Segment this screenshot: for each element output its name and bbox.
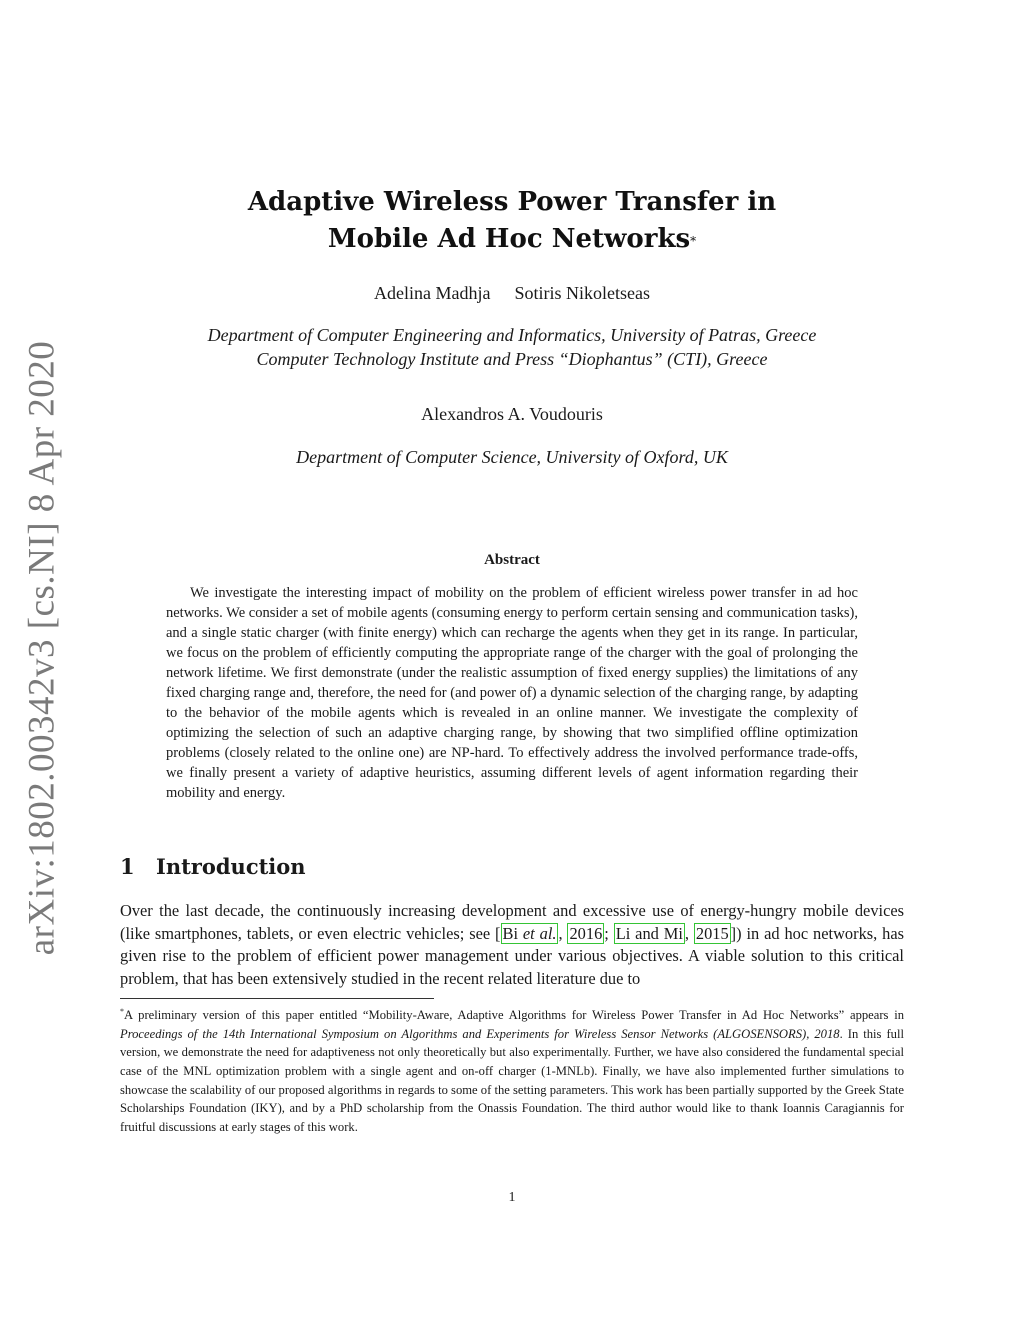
abstract-heading: Abstract <box>484 552 540 568</box>
citation-separator-2: ; <box>604 923 614 943</box>
affiliation-oxford: Department of Computer Science, University of Oxford, UK <box>296 447 728 467</box>
title-line-1: Adaptive Wireless Power Transfer in <box>247 187 777 217</box>
intro-text-after-citation: ]) in ad hoc networks, has given rise to the problem of efficient power management under various objectives. A viable solution to this critical problem, that has been extensively studied in the recent related literature due to <box>120 923 904 989</box>
citation-author-bi: Bi <box>502 923 523 943</box>
author-madhja: Adelina Madhja <box>374 283 491 303</box>
intro-text-before-citation: Over the last decade, the continuously increasing development and excessive use of energy-hungry mobile devices (like smartphones, tablets, or even electric vehicles; see [ <box>120 901 904 943</box>
footnote-divider <box>120 998 434 999</box>
introduction-paragraph <box>120 900 904 991</box>
title-footnote-mark: * <box>690 234 697 248</box>
abstract-text: We investigate the interesting impact of mobility on the problem of efficient wireless power transfer in ad hoc networks. We consider a set of mobile agents (consuming energy to perform certain sensing and communication tasks), and a single static charger (with finite energy) which can recharge the agents when they get in its range. In particular, we focus on the problem of efficiently computing the appropriate range of the charger with the goal of prolonging the network lifetime. We first demonstrate (under the realistic assumption of fixed energy supplies) the limitations of any fixed charging range and, therefore, the need for (and power of) a dynamic selection of the charging range, by adapting to the behavior of the mobile agents which is revealed in an online manner. We investigate the complexity of optimizing the selection of such an adaptive charging range, by showing that two simplified offline optimization problems (closely related to the online one) are NP-hard. To effectively address the involved performance trade-offs, we finally present a variety of adaptive heuristics, assuming different levels of agent information regarding their mobility and energy. <box>166 585 858 801</box>
section-title: Introduction <box>156 854 306 879</box>
affiliation-patras-line-1: Department of Computer Engineering and Informatics, University of Patras, Greece <box>207 325 817 345</box>
author-voudouris: Alexandros A. Voudouris <box>421 404 603 424</box>
section-number: 1 <box>120 854 135 879</box>
citation-separator-1: , <box>558 923 568 943</box>
affiliation-patras <box>0 323 1024 371</box>
page-number: 1 <box>508 1190 516 1205</box>
citation-link-li-mi[interactable]: Li and Mi <box>615 923 683 943</box>
author-list-1 <box>0 283 1024 304</box>
footnote-mark: * <box>120 1007 124 1016</box>
citation-et-al: et al. <box>522 923 557 943</box>
footnote-text-part-2: . In this full version, we demonstrate the need for adaptiveness not only theoretically but also experimentally. Further, we have also considered the fundamental special case of the MNL optimization problem with a single agent and on-off charger (1-MNLb). Finally, we have also implemented further simulations to showcase the scalability of our proposed algorithms in regards to some of the setting parameters. This work has been partially supported by the Greek State Scholarships Foundation (IKY), and by a PhD scholarship from the Onassis Foundation. The third author would like to thank Ioannis Caragiannis for fruitful discussions at early stages of this work. <box>120 1026 904 1134</box>
citation-link-bi-2016[interactable] <box>501 923 559 944</box>
affiliation-patras-line-2: Computer Technology Institute and Press “Diophantus” (CTI), Greece <box>256 349 768 369</box>
section-heading-introduction <box>120 854 306 879</box>
citation-separator-3: , <box>684 923 694 943</box>
arxiv-identifier-stamp: arXiv:1802.00342v3 [cs.NI] 8 Apr 2020 <box>21 340 63 956</box>
citation-year-link-2016[interactable]: 2016 <box>569 923 603 943</box>
author-nikoletseas: Sotiris Nikoletseas <box>514 283 650 303</box>
footnote-venue: Proceedings of the 14th International Symposium on Algorithms and Experiments for Wireless Sensor Networks (ALGOSENSORS), 2018 <box>120 1026 840 1041</box>
footnote <box>120 1003 904 1136</box>
footnote-text-part-1: A preliminary version of this paper entitled “Mobility-Aware, Adaptive Algorithms for Wireless Power Transfer in Ad Hoc Networks” appears in <box>124 1008 904 1023</box>
citation-year-link-2015[interactable]: 2015 <box>695 923 729 943</box>
paper-title <box>0 184 1024 258</box>
title-line-2 <box>0 221 1024 258</box>
title-line-2-text: Mobile Ad Hoc Networks <box>327 224 691 254</box>
